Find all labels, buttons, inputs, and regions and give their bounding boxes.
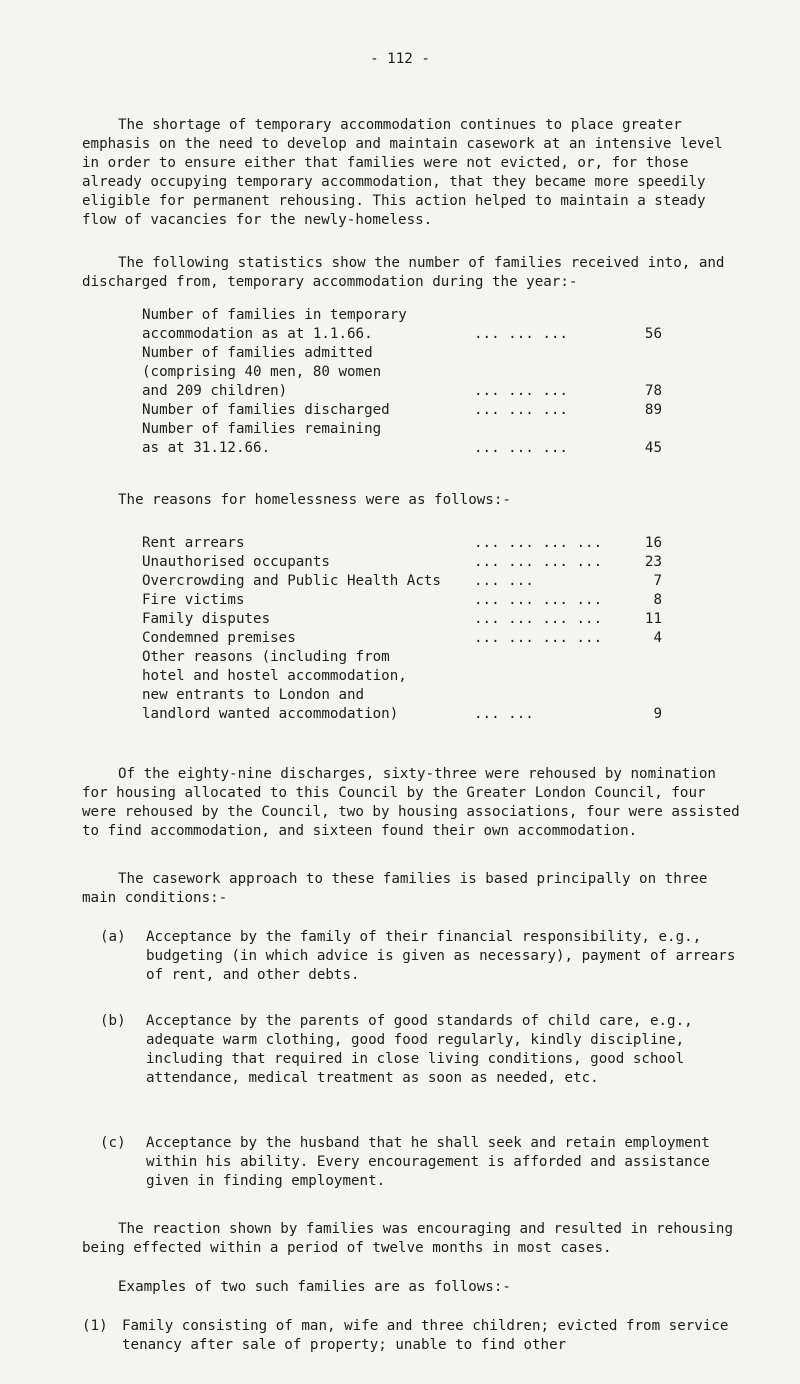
leader-dots: ... ... ... ... <box>474 535 603 551</box>
reason-row <box>142 629 662 648</box>
examples-intro: Examples of two such families are as follows:- <box>118 1279 511 1295</box>
example-marker: (1) <box>82 1318 108 1334</box>
reason-value: 11 <box>644 611 662 627</box>
leader-dots: ... ... ... <box>474 440 568 456</box>
example-item <box>82 1317 752 1355</box>
leader-dots: ... ... ... ... <box>474 554 603 570</box>
reason-row <box>142 591 662 610</box>
reason-label: Fire victims <box>142 592 245 608</box>
stats-value: 78 <box>644 383 662 399</box>
intro-paragraph: The shortage of temporary accommodation continues to place greater emphasis on the need to develop and maintain casework at an intensive level in order to ensure either that families were not evicted, or, for those already occupying temporary accommodation, that they became more speedily eligible for permanent rehousing. This action helped to maintain a steady flow of vacancies for the newly-homeless. <box>82 117 723 228</box>
leader-dots: ... ... ... ... <box>474 630 603 646</box>
reason-value: 8 <box>653 592 662 608</box>
stats-intro: The following statistics show the number of families received into, and discharged from, temporary accommodation during the year:- <box>82 255 725 290</box>
reason-value: 16 <box>644 535 662 551</box>
stats-label: Number of families admitted (comprising 40 men, 80 women and 209 children) <box>142 345 382 399</box>
example-text: Family consisting of man, wife and three children; evicted from service tenancy after sale of property; unable to find other <box>122 1318 729 1353</box>
reason-value: 9 <box>653 706 662 722</box>
reaction-paragraph: The reaction shown by families was encouraging and resulted in rehousing being effected within a period of twelve months in most cases. <box>82 1221 733 1256</box>
reasons-table <box>142 534 662 724</box>
leader-dots: ... ... ... <box>474 383 568 399</box>
reason-label: Overcrowding and Public Health Acts <box>142 573 441 589</box>
reason-row <box>142 572 662 591</box>
condition-text: Acceptance by the family of their financial responsibility, e.g., budgeting (in which advice is given as necessary), payment of arrears of rent, and other debts. <box>146 929 736 983</box>
leader-dots: ... ... ... <box>474 326 568 342</box>
condition-marker: (a) <box>100 929 126 945</box>
condition-item <box>100 1012 750 1088</box>
stats-row <box>142 344 662 401</box>
page-number: - 112 - <box>370 51 430 67</box>
reason-label: Condemned premises <box>142 630 296 646</box>
reason-value: 23 <box>644 554 662 570</box>
leader-dots: ... ... ... ... <box>474 592 603 608</box>
condition-marker: (b) <box>100 1013 126 1029</box>
reason-value: 4 <box>653 630 662 646</box>
stats-label: Number of families in temporary accommodation as at 1.1.66. <box>142 307 407 342</box>
leader-dots: ... ... ... ... <box>474 611 603 627</box>
admissions-table <box>142 306 662 458</box>
condition-text: Acceptance by the parents of good standards of child care, e.g., adequate warm clothing, good food regularly, kindly discipline, including that required in close living conditions, good school attendance, medical treatment as soon as needed, etc. <box>146 1013 693 1086</box>
reason-row <box>142 648 662 724</box>
stats-value: 56 <box>644 326 662 342</box>
condition-text: Acceptance by the husband that he shall seek and retain employment within his ability. Every encouragement is afforded and assistance given in finding employment. <box>146 1135 710 1189</box>
reason-row <box>142 610 662 629</box>
stats-value: 45 <box>644 440 662 456</box>
reason-row <box>142 534 662 553</box>
leader-dots: ... ... <box>474 573 534 589</box>
condition-item <box>100 928 750 985</box>
reason-label: Rent arrears <box>142 535 245 551</box>
stats-value: 89 <box>644 402 662 418</box>
reason-label: Family disputes <box>142 611 271 627</box>
condition-marker: (c) <box>100 1135 126 1151</box>
condition-item <box>100 1134 750 1191</box>
reason-label: Other reasons (including from hotel and hostel accommodation, new entrants to London and landlord wanted accommodation) <box>142 649 407 722</box>
stats-row <box>142 306 662 344</box>
reason-row <box>142 553 662 572</box>
stats-row <box>142 420 662 458</box>
leader-dots: ... ... <box>474 706 534 722</box>
casework-intro: The casework approach to these families is based principally on three main conditions:- <box>82 871 708 906</box>
leader-dots: ... ... ... <box>474 402 568 418</box>
reason-label: Unauthorised occupants <box>142 554 330 570</box>
stats-label: Number of families discharged <box>142 402 390 418</box>
discharges-paragraph: Of the eighty-nine discharges, sixty-three were rehoused by nomination for housing allocated to this Council by the Greater London Council, four were rehoused by the Council, two by housing associations, four were assisted to find accommodation, and sixteen found their own accommodation. <box>82 766 740 839</box>
reason-value: 7 <box>653 573 662 589</box>
stats-label: Number of families remaining as at 31.12.66. <box>142 421 382 456</box>
reasons-intro: The reasons for homelessness were as follows:- <box>118 492 511 508</box>
stats-row <box>142 401 662 420</box>
